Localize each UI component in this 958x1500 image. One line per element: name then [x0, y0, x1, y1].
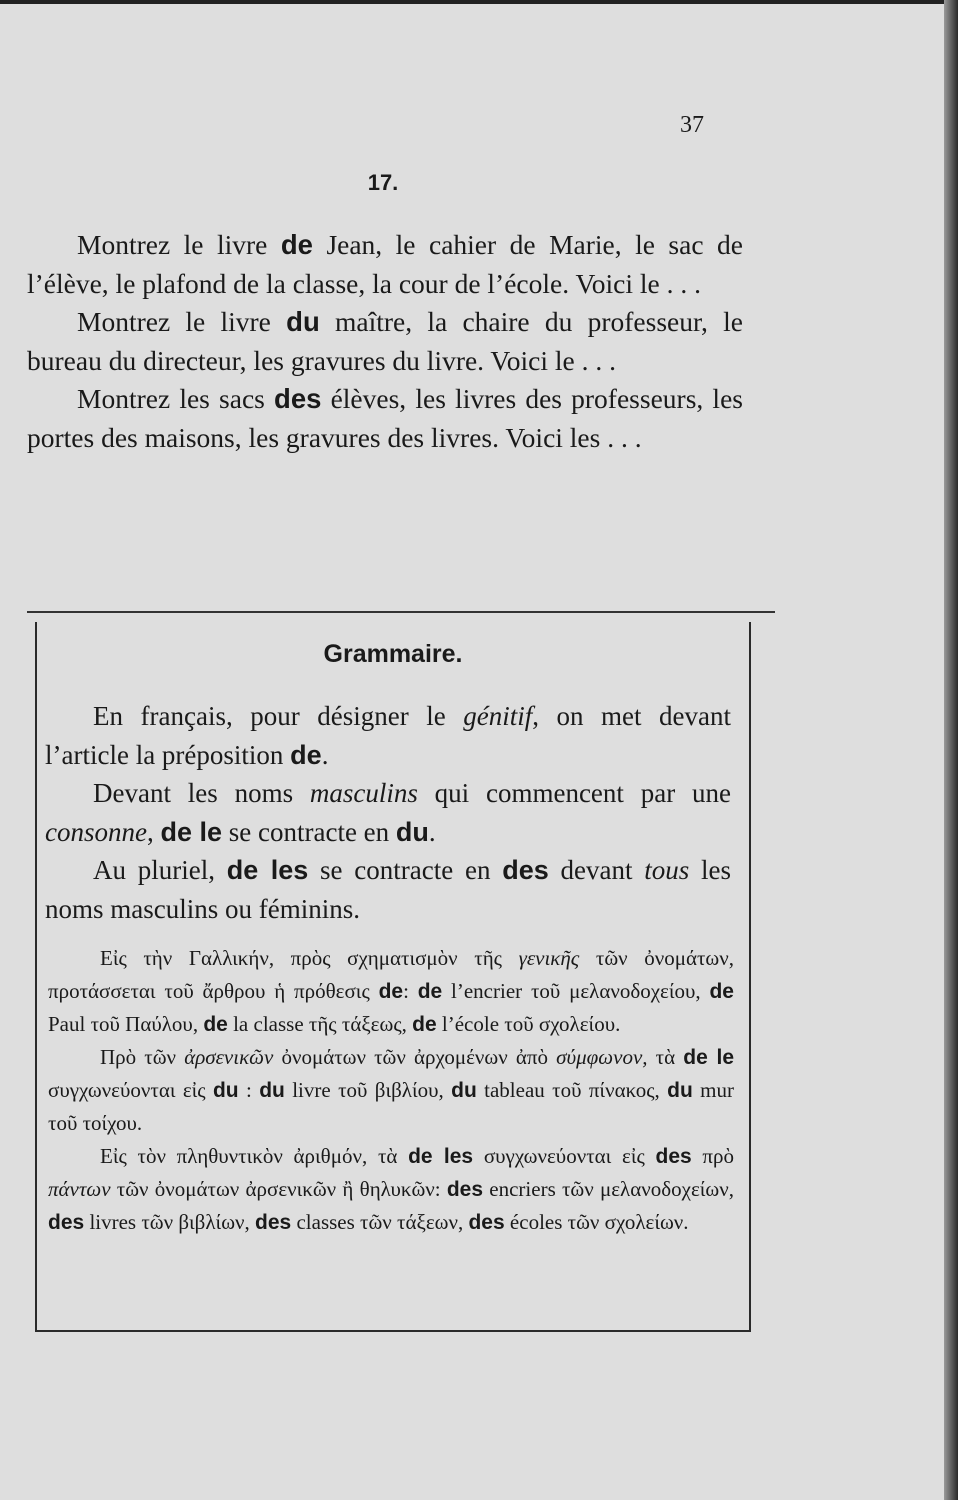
grammar-rule-1: En français, pour désigner le génitif, on met devant l’article la préposition de. [45, 701, 731, 770]
lesson-number: 17. [367, 170, 399, 195]
grammar-rule-3: Au pluriel, de les se contracte en des devant tous les noms masculins ou féminins. [45, 855, 731, 924]
reading-paragraph-1: Montrez le livre de Jean, le cahier de Marie, le sac de l’élève, le plafond de la classe, la cour de l’école. Voici le . . . [27, 229, 743, 299]
keyword-de: de [280, 229, 313, 260]
page-top-edge [0, 0, 958, 4]
greek-explanation [48, 942, 734, 1239]
grammar-heading: Grammaire. [323, 640, 463, 668]
greek-paragraph-2: Πρὸ τῶν ἀρσενικῶν ὀνομάτων τῶν ἀρχομένων ἀπὸ σύμφωνον, τὰ de le συγχωνεύονται εἰς du : du livre τοῦ βιβλίου, du tableau τοῦ πίνακος, du mur τοῦ τοίχου. [48, 1045, 734, 1135]
grammar-box-top-rule [27, 611, 775, 613]
page-number: 37 [680, 112, 704, 138]
reading-exercise [27, 226, 743, 457]
grammar-rule-2: Devant les noms masculins qui commencent par une consonne, de le se contracte en du. [45, 778, 731, 847]
page-binding-edge [944, 0, 958, 1500]
keyword-du: du [286, 306, 320, 337]
greek-paragraph-3: Εἰς τὸν πληθυντικὸν ἀριθμόν, τὰ de les συγχωνεύονται εἰς des πρὸ πάντων τῶν ὀνομάτων ἀρσενικῶν ἢ θηλυκῶν: des encriers τῶν μελανοδοχείων, des livres τῶν βιβλίων, des classes τῶν τάξεων, des écoles τῶν σχολείων. [48, 1144, 734, 1234]
reading-paragraph-2: Montrez le livre du maître, la chaire du professeur, le bureau du directeur, les gravures du livre. Voici le . . . [27, 306, 743, 376]
grammar-rules [45, 697, 731, 928]
keyword-des: des [274, 383, 322, 414]
greek-paragraph-1: Εἰς τὴν Γαλλικήν, πρὸς σχηματισμὸν τῆς γενικῆς τῶν ὀνομάτων, προτάσσεται τοῦ ἄρθρου ἡ πρόθεσις de: de l’encrier τοῦ μελανοδοχείου, de Paul τοῦ Παύλου, de la classe τῆς τάξεως, de l’école τοῦ σχολείου. [48, 946, 734, 1036]
reading-paragraph-3: Montrez les sacs des élèves, les livres des professeurs, les portes des maisons, les gravures des livres. Voici les . . . [27, 383, 743, 453]
